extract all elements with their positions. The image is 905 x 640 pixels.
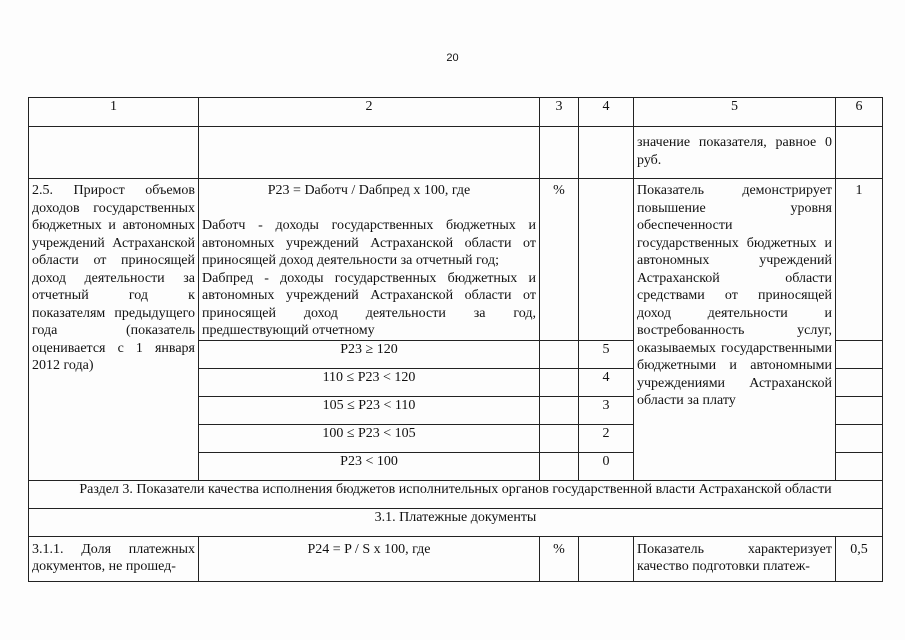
formula-definition-2: Dабпред - доходы государственных бюджетных и автономных учреждений Астраханской области от приносящей доход деятельности за год, предшествующий отчетному: [202, 270, 536, 338]
cell-empty: [540, 396, 579, 424]
header-col-3: 3: [540, 98, 579, 127]
condition-text: 110 ≤ P23 < 120: [199, 368, 540, 396]
table-row-indicator-3-1-1: [29, 536, 883, 581]
cell-empty: [540, 127, 579, 179]
criteria-table: [28, 97, 883, 582]
page-number: 20: [446, 52, 459, 64]
cell-weight: 1: [836, 179, 883, 341]
condition-score: 4: [579, 368, 634, 396]
condition-text: 105 ≤ P23 < 110: [199, 396, 540, 424]
cell-weight: 0,5: [836, 536, 883, 581]
header-col-5: 5: [634, 98, 836, 127]
cell-empty: [836, 396, 883, 424]
cell-empty: [199, 127, 540, 179]
header-col-4: 4: [579, 98, 634, 127]
cell-empty: [579, 179, 634, 341]
table-row-continuation: [29, 127, 883, 179]
header-col-6: 6: [836, 98, 883, 127]
condition-score: 3: [579, 396, 634, 424]
cell-empty: [836, 340, 883, 368]
cell-empty: [540, 340, 579, 368]
subsection-3-1-title: 3.1. Платежные документы: [29, 508, 883, 536]
header-col-2: 2: [199, 98, 540, 127]
formula-text: P23 = Dаботч / Dабпред x 100, где: [267, 183, 471, 198]
cell-empty: [836, 127, 883, 179]
cell-empty: [29, 127, 199, 179]
cell-indicator-name: 2.5. Прирост объемов доходов государственных бюджетных и автономных учреждений Астраханской области от приносящей доход деятельности за отчетный год к показателям предыдущего года (показатель оценивается с 1 января 2012 года): [29, 179, 199, 481]
cell-indicator-description: Показатель характеризует качество подготовки платеж-: [634, 536, 836, 581]
cell-indicator-name: 3.1.1. Доля платежных документов, не прошед-: [29, 536, 199, 581]
condition-text: P23 ≥ 120: [199, 340, 540, 368]
cell-formula: P24 = P / S x 100, где: [199, 536, 540, 581]
cell-empty: [540, 424, 579, 452]
cell-unit: %: [540, 179, 579, 341]
cell-empty: [836, 368, 883, 396]
condition-score: 2: [579, 424, 634, 452]
cell-empty: [579, 536, 634, 581]
subsection-heading-row: [29, 508, 883, 536]
spacer: [202, 200, 536, 218]
formula-definition-1: Dаботч - доходы государственных бюджетных и автономных учреждений Астраханской области от приносящей доход деятельности за отчетный год;: [202, 218, 536, 268]
condition-score: 5: [579, 340, 634, 368]
header-col-1: 1: [29, 98, 199, 127]
cell-formula: [199, 179, 540, 341]
cell-empty: [579, 127, 634, 179]
cell-empty: [836, 424, 883, 452]
section-3-title: Раздел 3. Показатели качества исполнения бюджетов исполнительных органов государственной власти Астраханской области: [29, 480, 883, 508]
cell-unit: %: [540, 536, 579, 581]
condition-text: P23 < 100: [199, 452, 540, 480]
condition-score: 0: [579, 452, 634, 480]
table-row-indicator-2-5: [29, 179, 883, 341]
cell-empty: [540, 452, 579, 480]
section-heading-row: [29, 480, 883, 508]
cell-indicator-description: Показатель демонстрирует повышение уровня обеспеченности государственных бюджетных и автономных учреждений Астраханской области средствами от приносящей доход деятельности и востребованность услуг, оказываемых государственными бюджетными и автономными учреждениями Астраханской области за плату: [634, 179, 836, 481]
condition-text: 100 ≤ P23 < 105: [199, 424, 540, 452]
cell-description-continuation: значение показателя, равное 0 руб.: [634, 127, 836, 179]
cell-empty: [836, 452, 883, 480]
cell-empty: [540, 368, 579, 396]
table-header-row: [29, 98, 883, 127]
